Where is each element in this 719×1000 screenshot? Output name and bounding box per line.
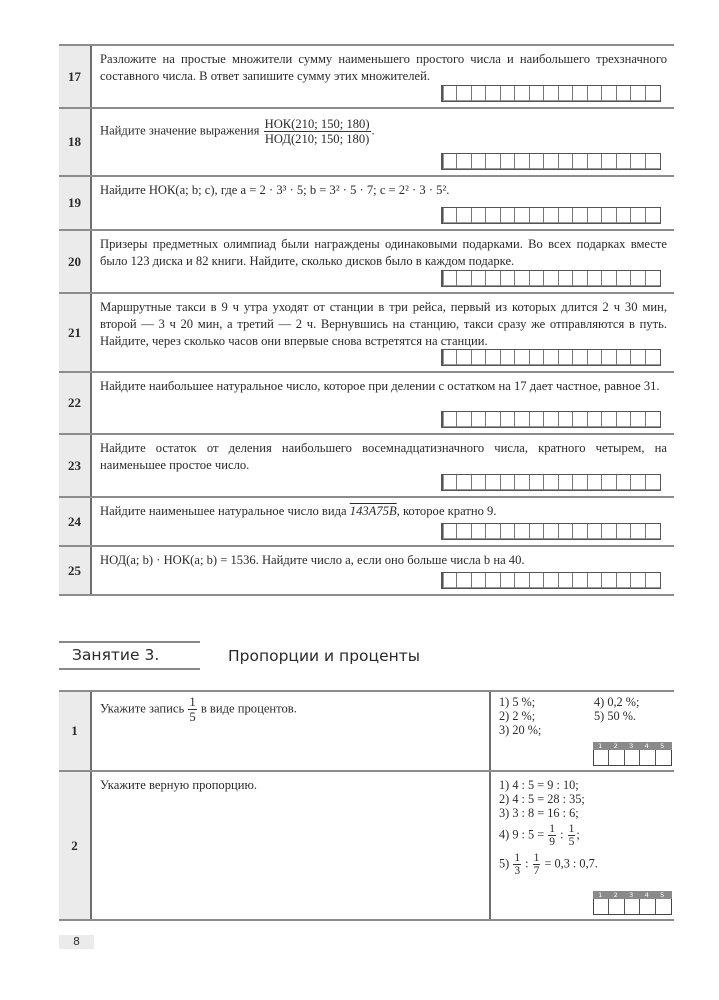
task-text: Призеры предметных олимпиад были награждены одинаковыми подарками. Во всех подарках вместе было 123 диска и 82 книги. Найдите, сколько дисков было в каждом подарке. — [92, 231, 674, 292]
task-number: 19 — [59, 177, 92, 229]
answer-field[interactable] — [441, 270, 662, 287]
task-row-2 — [59, 772, 674, 921]
task-number: 21 — [59, 294, 92, 371]
task-row-17 — [59, 46, 674, 109]
task-number: 20 — [59, 231, 92, 292]
option: 5) 50 %. — [594, 709, 637, 723]
task-text: Маршрутные такси в 9 ч утра уходят от станции в три рейса, первый из которых длится 2 ч 30 мин, второй — 3 ч 20 мин, а третий — 2 ч. Вернувшись на станцию, такси сразу же отправляются в путь. Найдите, через сколько часов они впервые снова встретятся на станции. — [92, 294, 674, 371]
answer-field[interactable] — [441, 85, 662, 102]
task-number: 25 — [59, 547, 92, 594]
option: 4) 9 : 5 = $\frac{1}{9}$ : $\frac{1}{5}$ ; — [499, 823, 580, 848]
task-row-1 — [59, 692, 674, 772]
task-text: Найдите НОК(a; b; c), где a = 2 · 3³ · 5; b = 3² · 5 · 7; c = 2² · 3 · 5². — [92, 177, 674, 229]
task-number: 23 — [59, 435, 92, 496]
task-text: НОД(a; b) · НОК(a; b) = 1536. Найдите число a, если оно больше числа b на 40. — [92, 547, 674, 594]
task-number: 1 — [59, 692, 92, 770]
choice-cell[interactable] — [609, 899, 625, 914]
task-text: Найдите значение выражения $\frac{\text{НОК(210; 150; 180)}}{\text{НОД(210; 150; 180)}}$ . — [92, 109, 674, 175]
task-row-24 — [59, 498, 674, 547]
task-row-23 — [59, 435, 674, 498]
choice-cell[interactable] — [625, 899, 641, 914]
choice-cell[interactable] — [656, 899, 672, 914]
task-text: Найдите наименьшее натуральное число вида 143A75B, которое кратно 9. — [92, 498, 674, 545]
task-text: Разложите на простые множители сумму наименьшего простого числа и наибольшего трехзначного составного числа. В ответ запишите сумму этих множителей. — [92, 46, 674, 107]
fraction: $\frac{\text{НОК(210; 150; 180)}}{\text{НОД(210; 150; 180)}}$ — [264, 117, 370, 146]
tasks-table-block2 — [59, 690, 674, 921]
choice-cell[interactable] — [594, 899, 610, 914]
option: 1) 5 %; — [499, 695, 536, 709]
task-row-22 — [59, 373, 674, 435]
task-number: 17 — [59, 46, 92, 107]
task-text: Найдите наибольшее натуральное число, которое при делении с остатком на 17 дает частное, равное 31. — [92, 373, 674, 433]
option: 1) 4 : 5 = 9 : 10; — [499, 778, 579, 792]
answer-field[interactable] — [441, 207, 662, 224]
choice-cell[interactable] — [640, 899, 656, 914]
task-row-20 — [59, 231, 674, 294]
choice-cell[interactable] — [609, 750, 625, 765]
task-text: Укажите запись $\frac{1}{5}$ в виде процентов. — [100, 695, 297, 724]
choice-cell[interactable] — [594, 750, 610, 765]
task-number: 2 — [59, 772, 92, 919]
option: 2) 2 %; — [499, 709, 536, 723]
answer-field[interactable] — [441, 572, 662, 589]
task-text: Укажите верную пропорцию. — [100, 778, 258, 792]
answer-field[interactable] — [441, 523, 662, 540]
task-row-21 — [59, 294, 674, 373]
task-row-18 — [59, 109, 674, 177]
section-title: Пропорции и проценты — [228, 646, 421, 665]
option: 2) 4 : 5 = 28 : 35; — [499, 792, 585, 806]
choice-cell[interactable] — [625, 750, 641, 765]
section-header — [59, 641, 420, 670]
task-number: 18 — [59, 109, 92, 175]
task-number: 22 — [59, 373, 92, 433]
choice-answer-field[interactable]: 1 2 3 4 5 — [593, 742, 673, 766]
option: 4) 0,2 %; — [594, 695, 640, 709]
page-number: 8 — [59, 935, 94, 949]
answer-options — [489, 772, 674, 919]
number-notation: 143A75B — [349, 504, 397, 518]
option: 3) 20 %; — [499, 723, 542, 737]
fraction: $\frac{1}{5}$ — [189, 695, 196, 724]
choice-cell[interactable] — [656, 750, 672, 765]
tasks-table-block1 — [59, 44, 674, 596]
choice-answer-field[interactable]: 1 2 3 4 5 — [593, 891, 673, 915]
answer-field[interactable] — [441, 153, 662, 170]
task-row-19 — [59, 177, 674, 231]
option: 3) 3 : 8 = 16 : 6; — [499, 806, 579, 820]
answer-field[interactable] — [441, 411, 662, 428]
task-row-25 — [59, 547, 674, 596]
task-number: 24 — [59, 498, 92, 545]
answer-options — [489, 692, 674, 770]
choice-cell[interactable] — [640, 750, 656, 765]
section-label: Занятие 3. — [59, 641, 200, 670]
answer-field[interactable] — [441, 349, 662, 366]
task-text: Найдите остаток от деления наибольшего восемнадцатизначного числа, кратного четырем, на наименьшее простое число. — [92, 435, 674, 496]
answer-field[interactable] — [441, 474, 662, 491]
option: 5) $\frac{1}{3}$ : $\frac{1}{7}$ = 0,3 : 0,7. — [499, 852, 598, 877]
